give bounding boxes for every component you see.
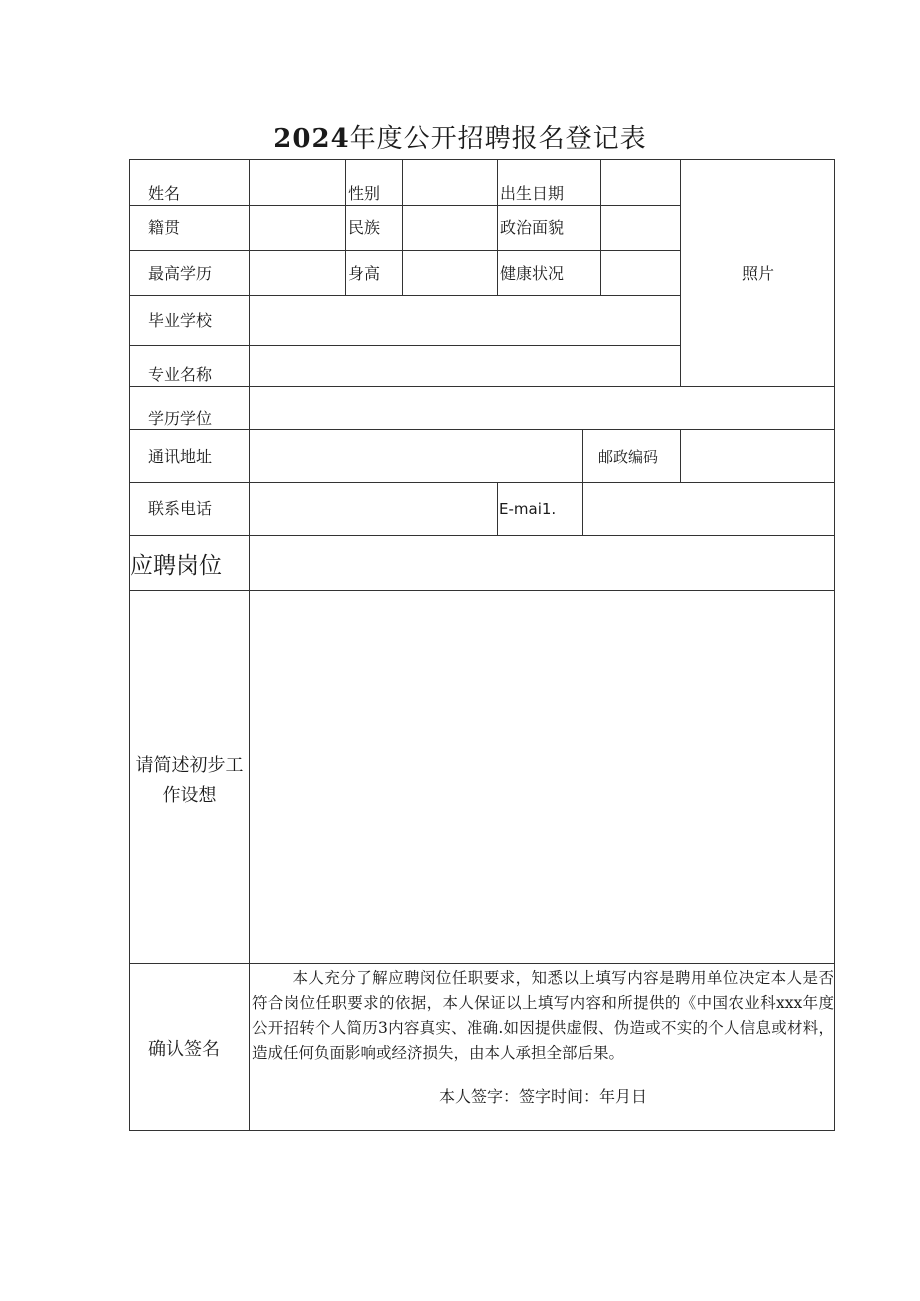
form-title [0, 118, 920, 155]
label-postcode: 邮政编码 [598, 448, 659, 466]
label-name: 姓名 [148, 184, 181, 203]
label-applied-position: 应聘岗位 [130, 553, 222, 579]
label-phone: 联系电话 [148, 499, 213, 518]
degree-field[interactable] [250, 387, 834, 429]
title-year: 2024 [273, 124, 350, 154]
email-field[interactable] [583, 483, 834, 535]
label-work-ideas-line2: 作设想 [162, 785, 217, 806]
label-work-ideas-line1: 请简述初步工 [135, 755, 244, 776]
highest-education-field[interactable] [250, 251, 345, 295]
label-gender: 性别 [348, 184, 381, 203]
ethnicity-field[interactable] [403, 206, 497, 250]
label-confirm-signature: 确认签名 [148, 1039, 220, 1060]
gender-field[interactable] [403, 160, 497, 205]
name-field[interactable] [250, 160, 345, 205]
label-health-status: 健康状况 [500, 264, 565, 283]
label-major: 专业名称 [148, 365, 213, 384]
address-field[interactable] [250, 430, 582, 482]
height-field[interactable] [403, 251, 497, 295]
label-native-place: 籍贯 [148, 218, 181, 237]
postcode-field[interactable] [681, 430, 834, 482]
photo-field[interactable] [681, 160, 834, 386]
label-ethnicity: 民族 [348, 218, 381, 237]
signature-field[interactable] [250, 1075, 834, 1129]
birth-date-field[interactable] [601, 160, 680, 205]
label-address: 通讯地址 [148, 447, 213, 466]
label-photo: 照片 [742, 264, 775, 283]
title-text: 年度公开招聘报名登记表 [349, 124, 647, 154]
major-field[interactable] [250, 346, 680, 386]
label-birth-date: 出生日期 [500, 184, 565, 203]
label-graduation-school: 毕业学校 [148, 311, 213, 330]
label-political-status: 政治面貌 [500, 218, 565, 237]
political-status-field[interactable] [601, 206, 680, 250]
health-status-field[interactable] [601, 251, 680, 295]
phone-field[interactable] [250, 483, 497, 535]
applied-position-field[interactable] [250, 536, 834, 590]
declaration-body: 本人充分了解应聘闵位任职要求，知悉以上填写内容是聘用单位决定本人是否符合岗位任职要求的依据，本人保证以上填写内容和所提供的《中国农业科xxx年度公开招转个人简历3内容真实、准确.如因提供虚假、伪造或不实的个人信息或材料，造成任何负面影响或经济损失，由本人承担全部后果。 [252, 969, 834, 1062]
label-degree: 学历学位 [148, 409, 213, 428]
label-height: 身高 [348, 264, 381, 283]
signature-line: 本人签字：签字时间：年月日 [438, 1087, 647, 1106]
declaration-text [252, 966, 834, 1066]
label-highest-education: 最高学历 [148, 264, 213, 283]
graduation-school-field[interactable] [250, 296, 680, 345]
native-place-field[interactable] [250, 206, 345, 250]
work-ideas-field[interactable] [250, 591, 834, 963]
label-email: E-mai1. [499, 500, 557, 518]
